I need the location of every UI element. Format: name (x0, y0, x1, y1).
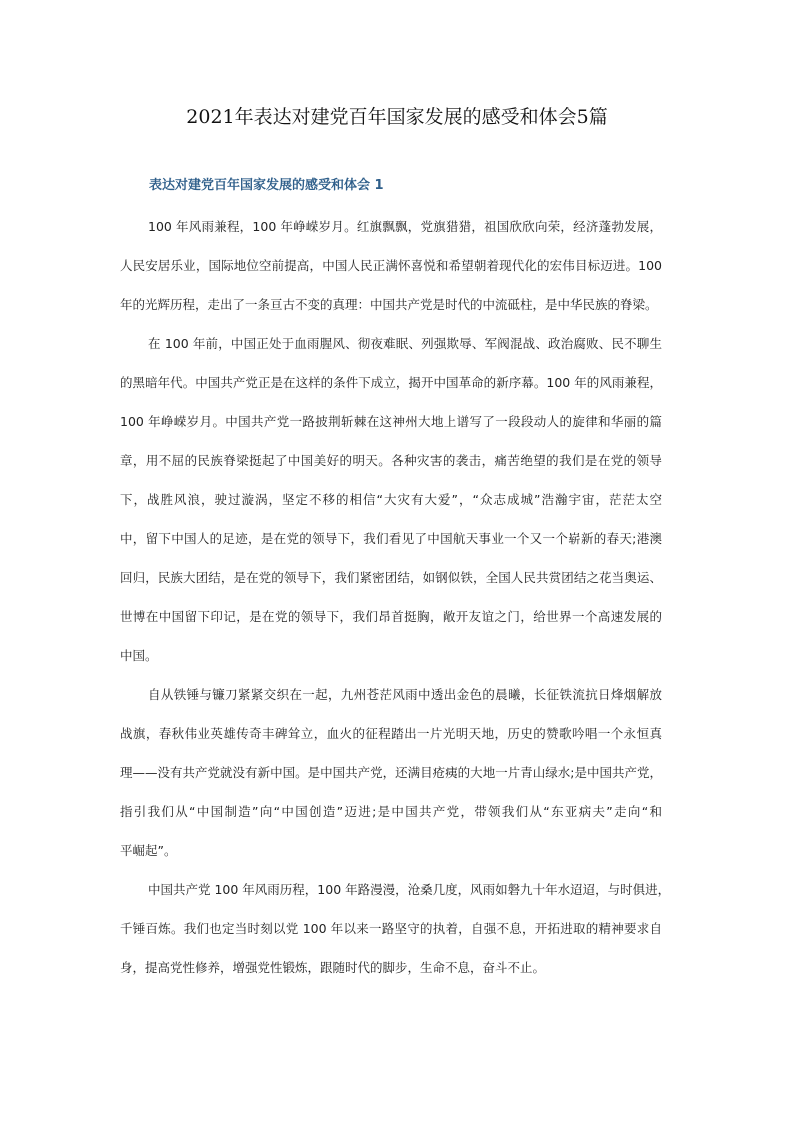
text-line: 理——没有共产党就没有新中国。是中国共产党，还满目疮痍的大地一片青山绿水;是中国共产党， (120, 765, 662, 780)
text-line: 回归，民族大团结，是在党的领导下，我们紧密团结，如钢似铁，全国人民共赏团结之花当奥运、 (120, 570, 662, 585)
text-line: 中，留下中国人的足迹，是在党的领导下，我们看见了中国航天事业一个又一个崭新的春天;港澳 (120, 531, 662, 546)
text-line: 章，用不屈的民族脊梁挺起了中国美好的明天。各种灾害的袭击，痛苦绝望的我们是在党的领导 (120, 453, 662, 468)
text-line: 自从铁锤与镰刀紧紧交织在一起，九州苍茫风雨中透出金色的晨曦，长征铁流抗日烽烟解放 (148, 687, 662, 702)
text-line: 年的光辉历程，走出了一条亘古不变的真理：中国共产党是时代的中流砥柱，是中华民族的脊梁。 (120, 297, 658, 312)
section-heading: 表达对建党百年国家发展的感受和体会 1 (149, 178, 384, 193)
text-line: 100 年峥嵘岁月。中国共产党一路披荆斩棘在这神州大地上谱写了一段段动人的旋律和华丽的篇 (120, 414, 662, 429)
document-body (120, 214, 671, 994)
text-line: 100 年风雨兼程，100 年峥嵘岁月。红旗飘飘，党旗猎猎，祖国欣欣向荣，经济蓬勃发展， (148, 219, 662, 234)
paragraph-1 (120, 214, 662, 331)
paragraph-2 (120, 331, 662, 682)
text-line: 中国。 (120, 648, 158, 663)
document-title: 2021年表达对建党百年国家发展的感受和体会5篇 (186, 106, 608, 128)
text-line: 平崛起”。 (120, 843, 177, 858)
text-line: 在 100 年前，中国正处于血雨腥风、彻夜难眠、列强欺辱、军阀混战、政治腐败、民不聊生 (148, 336, 662, 351)
text-line: 下，战胜风浪，驶过漩涡，坚定不移的相信“大灾有大爱”，“众志成城”浩瀚宇宙，茫茫太空 (120, 492, 662, 507)
text-line: 的黑暗年代。中国共产党正是在这样的条件下成立，揭开中国革命的新序幕。100 年的风雨兼程， (120, 375, 662, 390)
text-line: 战旗，春秋伟业英雄传奇丰碑耸立，血火的征程踏出一片光明天地，历史的赞歌吟唱一个永恒真 (120, 726, 662, 741)
text-line: 指引我们从“中国制造”向“中国创造”迈进;是中国共产党，带领我们从“东亚病夫”走向“和 (120, 804, 662, 819)
paragraph-4 (120, 877, 671, 994)
text-line: 中国共产党 100 年风雨历程，100 年路漫漫，沧桑几度，风雨如磐九十年水迢迢，与时俱进， (148, 882, 671, 897)
text-line: 人民安居乐业，国际地位空前提高，中国人民正满怀喜悦和希望朝着现代化的宏伟目标迈进。100 (120, 258, 662, 273)
paragraph-3 (120, 682, 662, 877)
text-line: 千锤百炼。我们也定当时刻以党 100 年以来一路坚守的执着，自强不息，开拓进取的精神要求自 (120, 921, 662, 936)
text-line: 身，提高党性修养，增强党性锻炼，跟随时代的脚步，生命不息，奋斗不止。 (120, 960, 546, 975)
text-line: 世博在中国留下印记，是在党的领导下，我们昂首挺胸，敞开友谊之门，给世界一个高速发展的 (120, 609, 662, 624)
